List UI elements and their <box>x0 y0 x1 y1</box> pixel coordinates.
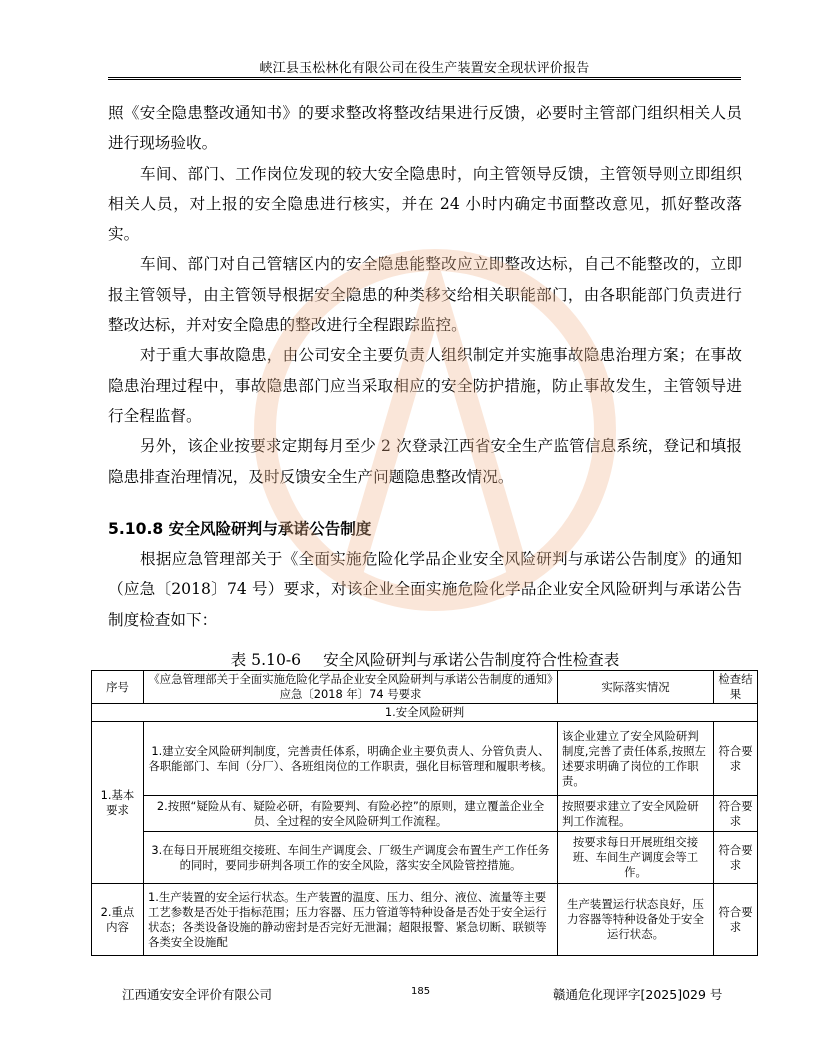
page-header: 峡江县玉松林化有限公司在役生产装置安全现状评价报告 <box>259 61 590 76</box>
paragraph: 另外，该企业按要求定期每月至少 2 次登录江西省安全生产监管信息系统，登记和填报隐患排查治理情况，及时反馈安全生产问题隐患整改情况。 <box>108 437 742 486</box>
paragraph: 车间、部门对自己管辖区内的安全隐患能整改应立即整改达标，自己不能整改的，立即报主管领导，由主管领导根据安全隐患的种类移交给相关职能部门，由各职能部门负责进行整改达标，并对安全隐患的整改进行全程跟踪监控。 <box>108 255 742 335</box>
actual-cell: 按照要求建立了安全风险研判工作流程。 <box>558 796 714 832</box>
requirement-cell: 2.按照“疑险从有、疑险必研，有险要判、有险必控”的原则，建立覆盖企业全员、全过程的安全风险研判工作流程。 <box>144 796 558 832</box>
subheader-cell: 1.安全风险研判 <box>92 704 758 722</box>
table-number: 表 5.10-6 <box>230 651 302 669</box>
table-row <box>92 832 758 884</box>
requirement-cell: 3.在每日开展班组交接班、车间生产调度会、厂级生产调度会布置生产工作任务的同时，要同步研判各项工作的安全风险，落实安全风险管控措施。 <box>144 832 558 884</box>
header-rule-double <box>108 79 741 80</box>
paragraph: 照《安全隐患整改通知书》的要求整改将整改结果进行反馈，必要时主管部门组织相关人员进行现场验收。 <box>108 104 742 153</box>
section-body <box>108 544 742 635</box>
table-header-row <box>92 671 758 704</box>
section-heading: 5.10.8 安全风险研判与承诺公告制度 <box>108 520 372 538</box>
group-label: 1.基本要求 <box>92 722 144 884</box>
table-row <box>92 884 758 956</box>
footer-company: 江西通安安全评价有限公司 <box>122 987 273 1002</box>
compliance-table <box>91 670 758 956</box>
result-cell: 符合要求 <box>714 796 758 832</box>
actual-cell: 生产装置运行状态良好，压力容器等特种设备处于安全运行状态。 <box>558 884 714 956</box>
result-cell: 符合要求 <box>714 722 758 796</box>
section-paragraph: 根据应急管理部关于《全面实施危险化学品企业安全风险研判与承诺公告制度》的通知（应急〔2018〕74 号）要求，对该企业全面实施危险化学品企业安全风险研判与承诺公告制度检查如下： <box>108 550 742 629</box>
table-title <box>108 648 742 670</box>
result-cell: 符合要求 <box>714 884 758 956</box>
header-col-result: 检查结果 <box>714 671 758 704</box>
table-row <box>92 796 758 832</box>
paragraph: 对于重大事故隐患，由公司安全主要负责人组织制定并实施事故隐患治理方案；在事故隐患治理过程中，事故隐患部门应当采取相应的安全防护措施，防止事故发生，主管领导进行全程监督。 <box>108 346 742 425</box>
footer-report-code: 赣通危化现评字[2025]029 号 <box>553 987 723 1002</box>
actual-cell: 该企业建立了安全风险研判制度,完善了责任体系,按照左述要求明确了岗位的工作职责。 <box>558 722 714 796</box>
requirement-cell: 1.建立安全风险研判制度，完善责任体系，明确企业主要负责人、分管负责人、各职能部门、车间（分厂）、各班组岗位的工作职责，强化目标管理和履职考核。 <box>144 722 558 796</box>
header-col-requirement: 《应急管理部关于全面实施危险化学品企业安全风险研判与承诺公告制度的通知》应急〔2018 年〕74 号要求 <box>144 671 558 704</box>
header-col-number: 序号 <box>92 671 144 704</box>
body-text <box>108 98 742 492</box>
actual-cell: 按要求每日开展班组交接班、车间生产调度会等工作。 <box>558 832 714 884</box>
group-label: 2.重点内容 <box>92 884 144 956</box>
result-cell: 符合要求 <box>714 832 758 884</box>
header-rule <box>108 77 741 78</box>
table-subheader-row <box>92 704 758 722</box>
header-col-actual: 实际落实情况 <box>558 671 714 704</box>
requirement-cell: 1.生产装置的安全运行状态。生产装置的温度、压力、组分、液位、流量等主要工艺参数是否处于指标范围；压力容器、压力管道等特种设备是否处于安全运行状态；各类设备设施的静动密封是否完好无泄漏；超限报警、紧急切断、联锁等各类安全设施配 <box>144 884 558 956</box>
page-number: 185 <box>411 986 431 997</box>
table-row <box>92 722 758 796</box>
table-caption: 安全风险研判与承诺公告制度符合性检查表 <box>323 651 620 669</box>
paragraph: 车间、部门、工作岗位发现的较大安全隐患时，向主管领导反馈，主管领导则立即组织相关人员，对上报的安全隐患进行核实，并在 24 小时内确定书面整改意见，抓好整改落实。 <box>108 164 742 244</box>
